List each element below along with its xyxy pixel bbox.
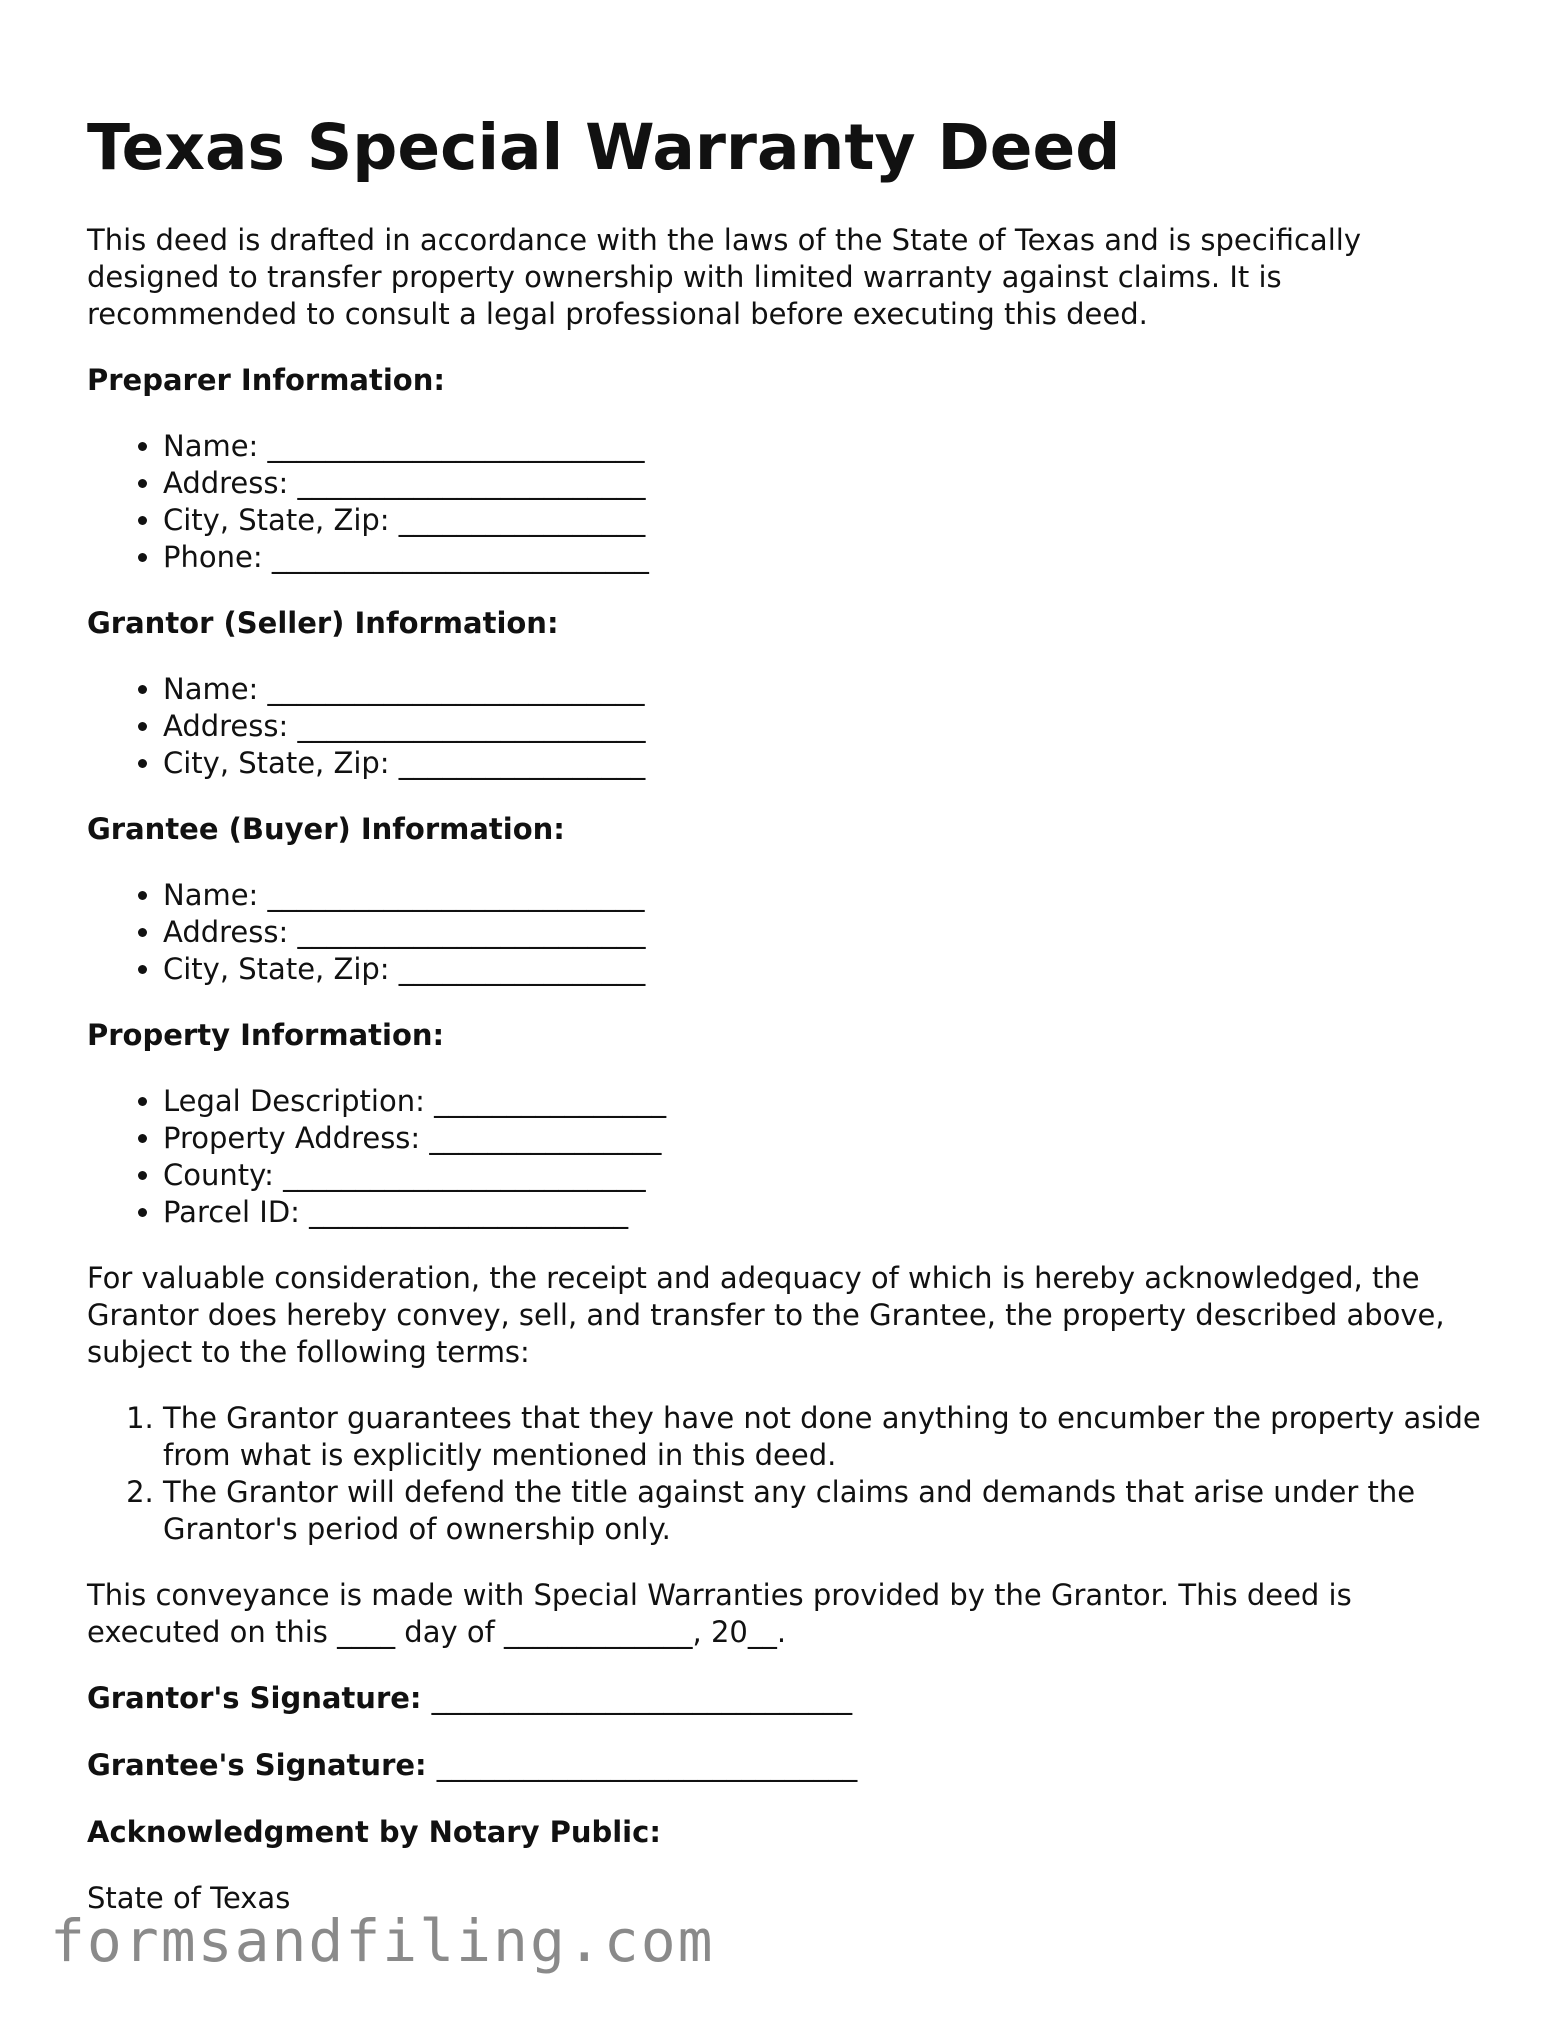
grantor-heading: Grantor (Seller) Information:	[87, 606, 559, 640]
watermark: formsandfiling.com	[50, 1907, 715, 1975]
term-item: 1. The Grantor guarantees that they have not done anything to encumber the property aside from what is explicitly mentioned in this deed.	[163, 1400, 1487, 1474]
preparer-list	[87, 428, 1487, 576]
grantor-signature-line: _____________________________	[431, 1681, 853, 1715]
terms-list	[87, 1400, 1487, 1548]
document-body	[87, 222, 1487, 1917]
property-list	[87, 1083, 1487, 1231]
notary-state: State of Texas	[87, 1881, 291, 1915]
grantee-signature-row	[87, 1747, 1487, 1784]
conveyance-paragraph: This conveyance is made with Special Warranties provided by the Grantor. This deed is executed on this ____ day of _____________, 20__.	[87, 1578, 1352, 1649]
grantee-name-field: • Name: __________________________	[163, 877, 1487, 914]
document-title: Texas Special Warranty Deed	[87, 111, 1121, 184]
grantor-name-field: • Name: __________________________	[163, 671, 1487, 708]
preparer-phone-field: • Phone: __________________________	[163, 539, 1487, 576]
grantee-list	[87, 877, 1487, 988]
property-parcel-id-field: • Parcel ID: ______________________	[163, 1194, 1487, 1231]
grantee-heading: Grantee (Buyer) Information:	[87, 812, 565, 846]
preparer-heading: Preparer Information:	[87, 363, 445, 397]
property-heading: Property Information:	[87, 1018, 445, 1052]
property-county-field: • County: _________________________	[163, 1157, 1487, 1194]
grantee-signature-label: Grantee's Signature:	[87, 1748, 427, 1782]
notary-heading: Acknowledgment by Notary Public:	[87, 1815, 661, 1849]
consideration-paragraph: For valuable consideration, the receipt and adequacy of which is hereby acknowledged, the Grantor does hereby convey, sell, and transfer to the Grantee, the property described above, subject to the following terms:	[87, 1261, 1445, 1369]
grantor-list	[87, 671, 1487, 782]
grantee-signature-line: _____________________________	[436, 1748, 858, 1782]
grantee-address-field: • Address: ________________________	[163, 914, 1487, 951]
grantor-city-state-zip-field: • City, State, Zip: _________________	[163, 745, 1487, 782]
grantor-address-field: • Address: ________________________	[163, 708, 1487, 745]
preparer-address-field: • Address: ________________________	[163, 465, 1487, 502]
term-item: 2. The Grantor will defend the title against any claims and demands that arise under the Grantor's period of ownership only.	[163, 1474, 1487, 1548]
grantor-signature-label: Grantor's Signature:	[87, 1681, 422, 1715]
preparer-name-field: • Name: __________________________	[163, 428, 1487, 465]
preparer-city-state-zip-field: • City, State, Zip: _________________	[163, 502, 1487, 539]
property-legal-description-field: • Legal Description: ________________	[163, 1083, 1487, 1120]
intro-paragraph: This deed is drafted in accordance with the laws of the State of Texas and is specifically designed to transfer property ownership with limited warranty against claims. It is recommended to consult a legal professional before executing this deed.	[87, 223, 1361, 331]
property-address-field: • Property Address: ________________	[163, 1120, 1487, 1157]
grantor-signature-row	[87, 1680, 1487, 1717]
grantee-city-state-zip-field: • City, State, Zip: _________________	[163, 951, 1487, 988]
